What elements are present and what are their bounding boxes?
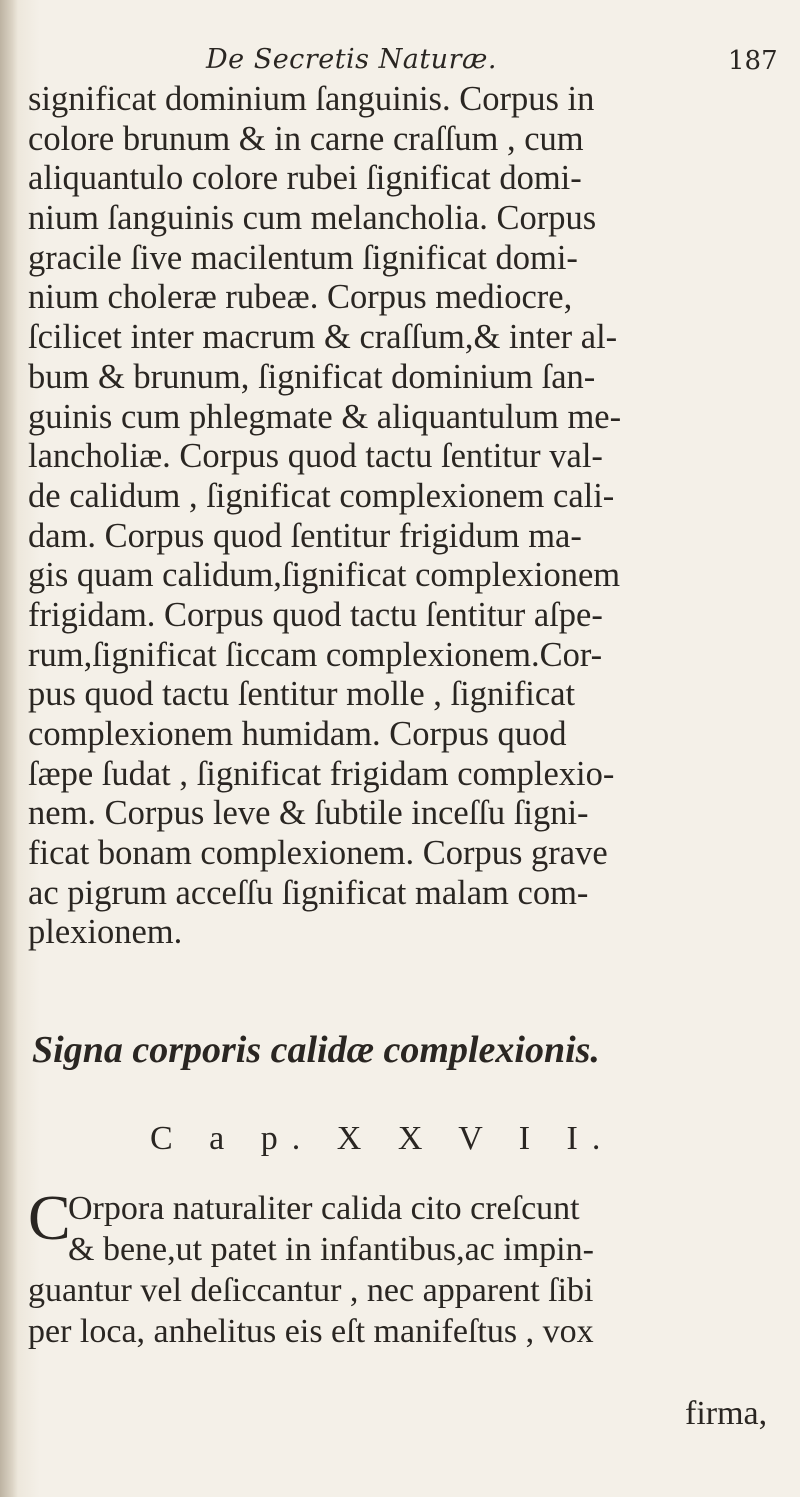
text-line: & bene,ut patet in infantibus,ac impin- <box>68 1231 594 1268</box>
text-line: gis quam calidum,ſignificat complexionem <box>28 556 621 595</box>
text-line: nium choleræ rubeæ. Corpus mediocre, <box>28 278 573 317</box>
text-line: nium ſanguinis cum melancholia. Corpus <box>28 199 597 238</box>
text-line: aliquantulo colore rubei ſignificat domi- <box>28 159 582 198</box>
chapter-heading: Signa corporis calidæ complexionis. <box>32 1029 600 1071</box>
text-line: rum,ſignificat ſiccam complexionem.Cor- <box>28 635 603 674</box>
text-line: ficat bonam complexionem. Corpus grave <box>28 834 608 873</box>
chapter-number: C a p. X X V I I. <box>150 1120 615 1157</box>
page-header <box>0 44 800 84</box>
text-line: significat dominium ſanguinis. Corpus in <box>28 80 595 118</box>
text-line: guinis cum phlegmate & aliquantulum me- <box>28 397 622 436</box>
text-line: ſcilicet inter macrum & craſſum,& inter al- <box>28 318 618 357</box>
text-line: guantur vel deſiccantur , nec apparent ſibi <box>28 1272 594 1309</box>
text-line: frigidam. Corpus quod tactu ſentitur aſpe- <box>28 595 603 634</box>
text-line: Orpora naturaliter calida cito creſcunt <box>68 1190 580 1227</box>
text-line: pus quod tactu ſentitur molle , ſignificat <box>28 675 576 714</box>
text-line: ac pigrum acceſſu ſignificat malam com- <box>28 873 589 912</box>
text-line: bum & brunum, ſignificat dominium ſan- <box>28 357 596 396</box>
text-line: plexionem. <box>28 913 183 952</box>
text-line: colore brunum & in carne craſſum , cum <box>28 119 584 158</box>
text-line: gracile ſive macilentum ſignificat domi- <box>28 238 578 277</box>
page-gutter <box>0 0 18 1497</box>
text-line: de calidum , ſignificat complexionem cali- <box>28 476 615 515</box>
text-line: complexionem humidam. Corpus quod <box>28 715 567 753</box>
text-line: lancholiæ. Corpus quod tactu ſentitur val- <box>28 437 603 476</box>
page-number: 187 <box>728 46 778 76</box>
text-line: ſæpe ſudat , ſignificat frigidam complexio- <box>28 754 615 793</box>
text-line: nem. Corpus leve & ſubtile inceſſu ſigni- <box>28 794 589 833</box>
drop-cap: C <box>28 1182 71 1253</box>
running-title: De Secretis Naturæ. <box>206 44 497 75</box>
chapter-paragraph <box>28 1182 770 1352</box>
text-line: per loca, anhelitus eis eſt manifeſtus , vox <box>28 1313 594 1350</box>
body-paragraph <box>28 80 770 953</box>
text-line: dam. Corpus quod ſentitur frigidum ma- <box>28 516 582 555</box>
catchword: firma, <box>685 1395 768 1432</box>
